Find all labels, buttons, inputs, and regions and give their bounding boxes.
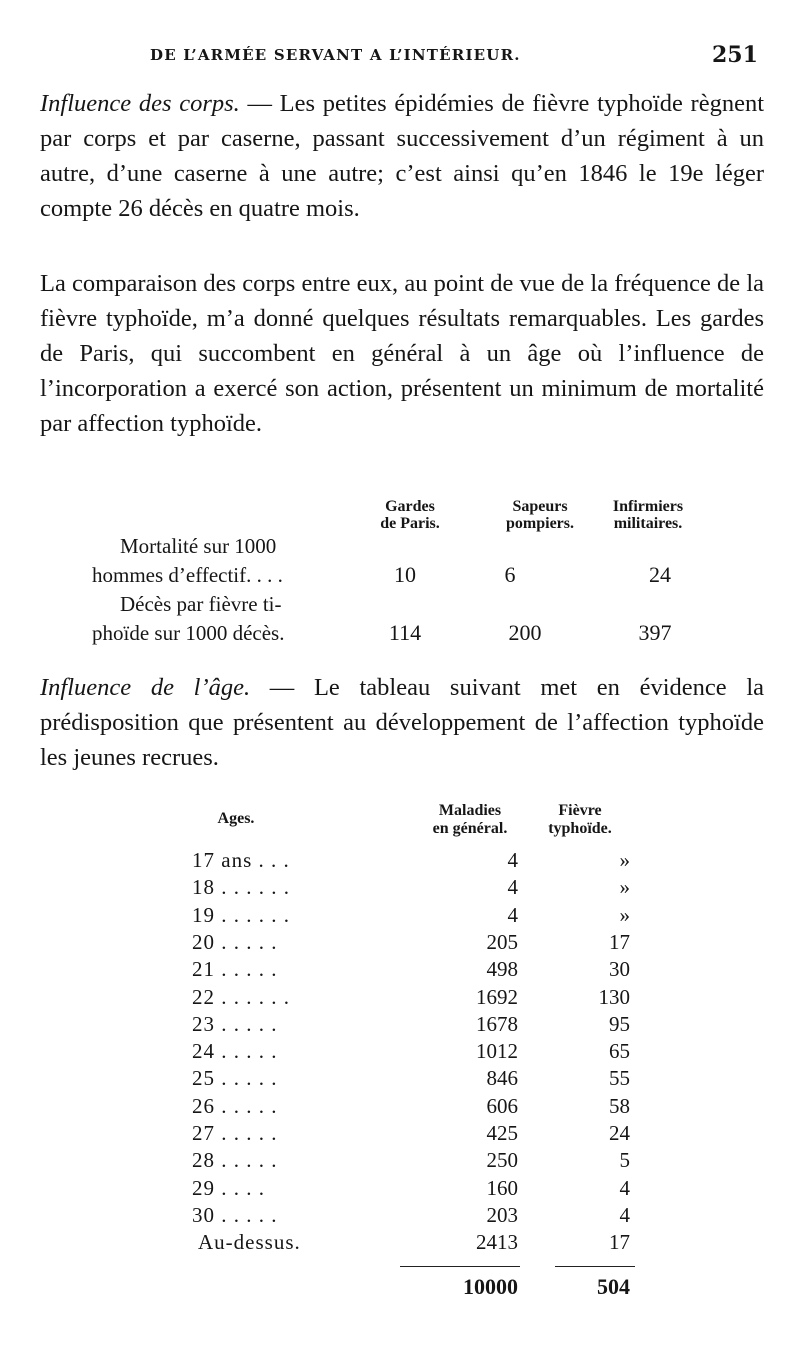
maladies-cell: 4 <box>507 848 518 872</box>
fievre-cell: 130 <box>598 984 630 1009</box>
table-row-label: Décès par fièvre ti- phoïde sur 1000 décès. <box>92 592 285 645</box>
table-row <box>0 1012 800 1041</box>
table-cell: 114 <box>388 620 422 645</box>
table-row <box>0 848 800 877</box>
table-row <box>0 957 800 986</box>
paragraph-text: La comparaison des corps entre eux, au point de vue de la fréquence de la fièvre typhoïde, m’a donné quelques résultats remarquables. Les gardes de Paris, qui succombent en général à un âge où l’influence de l’incorporation a exercé son action, présentent un minimum de mortalité par affection typhoïde. <box>40 270 764 437</box>
table-ages <box>0 800 800 1320</box>
age-cell: 18 . . . . . . <box>192 875 290 900</box>
paragraph-text: — Les petites épidémies de fièvre typhoïde règnent par corps et par caserne, passant successivement d’un régiment à un autre, d’une caserne à une autre; c’est ainsi qu’en 1846 le 19e léger compte 26 décès en quatre mois. <box>40 90 764 222</box>
fievre-cell: 65 <box>609 1039 630 1064</box>
maladies-cell: 498 <box>486 957 518 982</box>
table-row <box>0 875 800 904</box>
age-cell: 29 . . . . <box>192 1175 265 1200</box>
maladies-cell: 1012 <box>476 1039 518 1064</box>
maladies-cell: 846 <box>486 1066 518 1091</box>
table-cell: 10 <box>394 562 416 587</box>
paragraph-influence-de-lage <box>40 670 764 775</box>
table-cell: 397 <box>638 620 672 645</box>
age-cell: 30 . . . . . <box>192 1202 278 1227</box>
maladies-cell: 1692 <box>476 984 518 1009</box>
table-row <box>0 1176 800 1205</box>
column-header-maladies: Maladies en général. <box>432 802 508 837</box>
column-header: Gardes de Paris. <box>380 498 440 532</box>
fievre-cell: » <box>619 875 630 900</box>
fievre-cell: 95 <box>609 1011 630 1036</box>
table-row <box>0 1121 800 1150</box>
fievre-cell: 58 <box>609 1093 630 1118</box>
age-cell: 26 . . . . . <box>192 1093 278 1118</box>
maladies-cell: 4 <box>507 902 518 927</box>
age-cell: 25 . . . . . <box>192 1066 278 1091</box>
age-cell: 19 . . . . . . <box>192 902 290 927</box>
running-title: DE L’ARMÉE SERVANT A L’INTÉRIEUR. <box>150 46 521 64</box>
total-fievre: 504 <box>597 1274 630 1299</box>
fievre-cell: » <box>619 902 630 927</box>
fievre-cell: » <box>619 848 630 872</box>
section-heading-age: Influence de l’âge. <box>40 674 251 701</box>
table-cell: 200 <box>508 620 542 645</box>
age-cell: Au-dessus. <box>198 1230 301 1255</box>
running-header <box>0 42 800 76</box>
table-cell: 6 <box>504 562 516 587</box>
column-header: Sapeurs pompiers. <box>506 498 574 532</box>
table-row <box>0 1066 800 1095</box>
table-row <box>0 985 800 1014</box>
maladies-cell: 4 <box>507 875 518 900</box>
total-rule <box>400 1266 520 1267</box>
table-row <box>0 1148 800 1177</box>
age-cell: 27 . . . . . <box>192 1121 278 1145</box>
paragraph-influence-des-corps <box>40 86 764 226</box>
age-cell: 22 . . . . . . <box>192 984 290 1009</box>
fievre-cell: 4 <box>619 1202 630 1227</box>
age-cell: 17 ans . . . <box>192 848 290 872</box>
paragraph-comparaison <box>40 266 764 441</box>
maladies-cell: 606 <box>486 1093 518 1118</box>
maladies-cell: 205 <box>486 929 518 954</box>
page-number: 251 <box>712 42 758 68</box>
fievre-cell: 5 <box>619 1148 630 1173</box>
maladies-cell: 160 <box>486 1175 518 1200</box>
age-cell: 23 . . . . . <box>192 1011 278 1036</box>
section-heading-corps: Influence des corps. <box>40 90 240 117</box>
fievre-cell: 17 <box>609 1230 630 1255</box>
age-cell: 20 . . . . . <box>192 929 278 954</box>
column-header-ages: Ages. <box>217 810 255 827</box>
age-cell: 21 . . . . . <box>192 957 278 982</box>
maladies-cell: 2413 <box>476 1230 518 1255</box>
table-row <box>0 1230 800 1259</box>
table-row <box>0 903 800 932</box>
total-maladies: 10000 <box>463 1274 518 1299</box>
fievre-cell: 55 <box>609 1066 630 1091</box>
fievre-cell: 30 <box>609 957 630 982</box>
age-cell: 28 . . . . . <box>192 1148 278 1173</box>
maladies-cell: 203 <box>486 1202 518 1227</box>
column-header-fievre: Fièvre typhoïde. <box>548 802 612 837</box>
table-row <box>0 1039 800 1068</box>
column-header: Infirmiers militaires. <box>612 498 684 532</box>
fievre-cell: 17 <box>609 929 630 954</box>
paragraph-text: — Le tableau suivant met en évidence la prédisposition que présentent au développement de l’affection typhoïde les jeunes recrues. <box>40 674 765 771</box>
table-row <box>0 1203 800 1232</box>
table-corps <box>0 496 800 656</box>
age-cell: 24 . . . . . <box>192 1039 278 1064</box>
total-rule <box>555 1266 635 1267</box>
fievre-cell: 4 <box>619 1175 630 1200</box>
table-row <box>0 1094 800 1123</box>
maladies-cell: 425 <box>486 1121 518 1145</box>
table-row-label: Mortalité sur 1000 hommes d’effectif. . . . <box>92 534 283 587</box>
maladies-cell: 1678 <box>476 1011 518 1036</box>
maladies-cell: 250 <box>486 1148 518 1173</box>
fievre-cell: 24 <box>609 1121 630 1145</box>
table-cell: 24 <box>649 562 671 587</box>
table-row <box>0 930 800 959</box>
